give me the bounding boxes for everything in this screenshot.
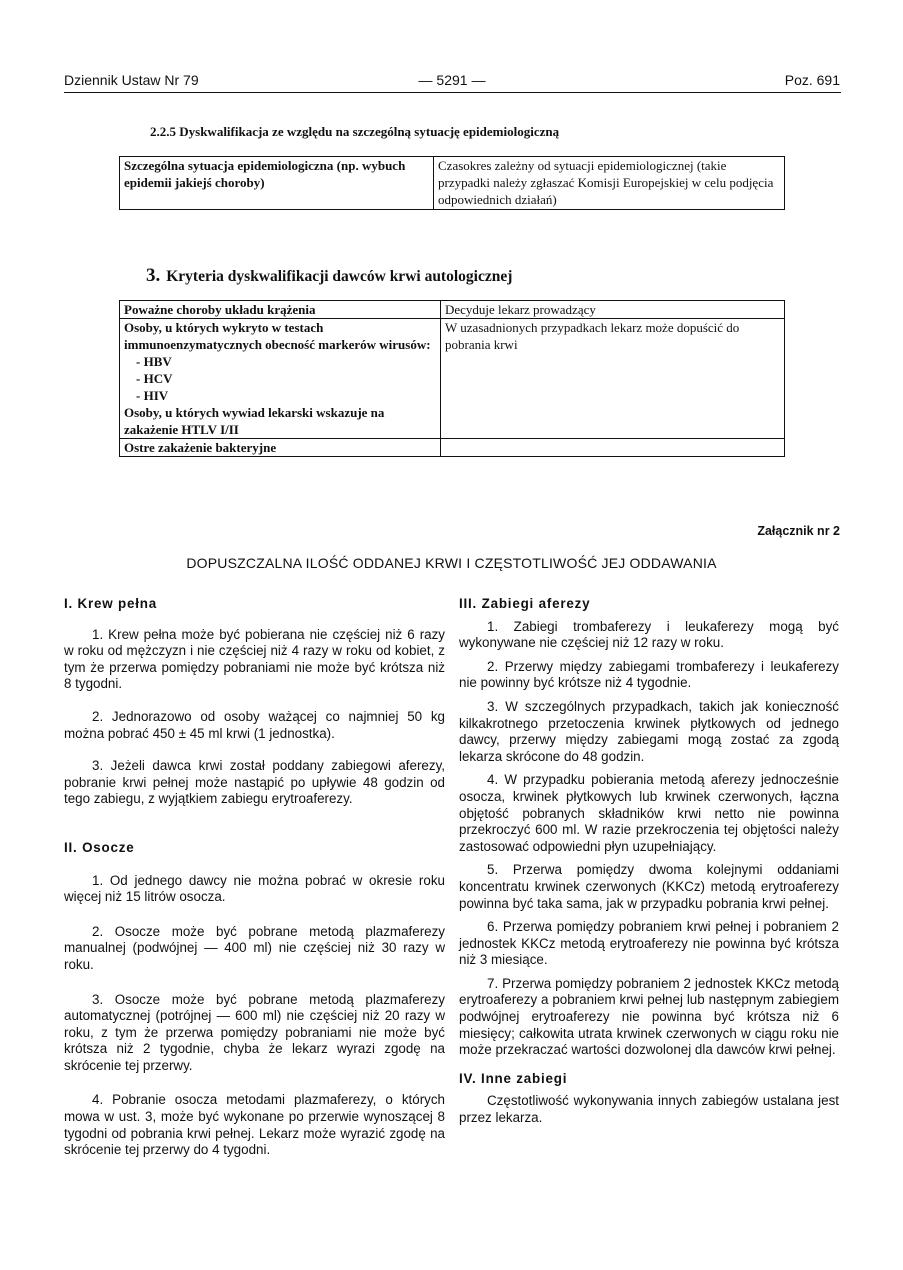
section-225-title: 2.2.5 Dyskwalifikacja ze względu na szczególną sytuację epidemiologiczną bbox=[150, 124, 560, 139]
annex-label: Załącznik nr 2 bbox=[757, 524, 840, 538]
section-heading: I. Krew pełna bbox=[64, 596, 157, 611]
section-heading: II. Osocze bbox=[64, 839, 135, 855]
table-row bbox=[120, 319, 785, 439]
marker-hbv: - HBV bbox=[136, 354, 172, 369]
paragraph: 6. Przerwa pomiędzy pobraniem krwi pełnej i pobraniem 2 jednostek KKCz metodą erytroaferezy nie powinna być krótsza niż 3 miesiące. bbox=[459, 919, 839, 968]
marker-hiv: - HIV bbox=[136, 388, 169, 403]
condition-intro: Osoby, u których wykryto w testach immunoenzymatycznych obecność markerów wirusów: bbox=[124, 320, 431, 352]
table-row bbox=[120, 439, 785, 457]
left-column bbox=[64, 596, 445, 1159]
paragraph: 7. Przerwa pomiędzy pobraniem 2 jednostek KKCz metodą erytroaferezy a pobraniem krwi pełnej lub następnym zabiegiem podwójnej erytroaferezy nie powinna być krótsza niż 6 miesięcy; całkowita utrata krwinek czerwonych w ciągu roku nie może przekraczać wartości dozwolonej dla dawców krwi pełnej. bbox=[459, 975, 839, 1058]
table-row bbox=[120, 301, 785, 319]
paragraph: 2. Osocze może być pobrane metodą plazmaferezy manualnej (podwójnej — 400 ml) nie częściej niż 30 razy w roku. bbox=[64, 923, 445, 972]
paragraph: 3. Osocze może być pobrane metodą plazmaferezy automatycznej (potrójnej — 600 ml) nie częściej niż 20 razy w roku, z tym że przerwa pomiędzy pobraniami nie może być krótsza niż 2 tygodnie, chyba że lekarz wyrazi zgodę na skrócenie tej przerwy. bbox=[64, 991, 445, 1073]
section-3-text: Kryteria dyskwalifikacji dawców krwi autologicznej bbox=[166, 268, 513, 285]
paragraph: 3. W szczególnych przypadkach, takich jak konieczność kilkakrotnego przetoczenia krwinek płytkowych od jednego dawcy, przerwy między zabiegami mogą zostać za zgodą lekarza skrócone do 48 godzin. bbox=[459, 698, 839, 764]
paragraph: 1. Zabiegi trombaferezy i leukaferezy mogą być wykonywane nie częściej niż 12 razy w roku. bbox=[459, 618, 839, 651]
right-column bbox=[459, 596, 839, 1127]
section-3-title bbox=[146, 265, 512, 287]
page-number: — 5291 — bbox=[418, 72, 486, 88]
paragraph: 2. Przerwy między zabiegami trombaferezy i leukaferezy nie powinny być krótsze niż 4 tygodnie. bbox=[459, 658, 839, 691]
marker-hcv: - HCV bbox=[136, 371, 173, 386]
decision-cell: W uzasadnionych przypadkach lekarz może dopuścić do pobrania krwi bbox=[441, 319, 785, 439]
paragraph: Częstotliwość wykonywania innych zabiegów ustalana jest przez lekarza. bbox=[459, 1093, 839, 1126]
paragraph: 2. Jednorazowo od osoby ważącej co najmniej 50 kg można pobrać 450 ± 45 ml krwi (1 jednostka). bbox=[64, 708, 445, 741]
journal-name: Dziennik Ustaw Nr 79 bbox=[64, 72, 199, 88]
period-cell: Czasokres zależny od sytuacji epidemiologicznej (takie przypadki należy zgłaszać Komisji Europejskiej w celu podjęcia odpowiednich działań) bbox=[434, 157, 785, 210]
section-heading: IV. Inne zabiegi bbox=[459, 1070, 568, 1086]
annex-title: DOPUSZCZALNA ILOŚĆ ODDANEJ KRWI I CZĘSTOTLIWOŚĆ JEJ ODDAWANIA bbox=[186, 555, 717, 571]
section-3-number: 3. bbox=[146, 265, 161, 286]
condition-cell: Ostre zakażenie bakteryjne bbox=[120, 439, 441, 457]
paragraph: 5. Przerwa pomiędzy dwoma kolejnymi oddaniami koncentratu krwinek czerwonych (KKCz) metodą erytroaferezy powinna być taka sama, jak w przypadku pobrania krwi pełnej. bbox=[459, 862, 839, 911]
section-heading: III. Zabiegi aferezy bbox=[459, 596, 591, 611]
condition-extra: Osoby, u których wywiad lekarski wskazuje na zakażenie HTLV I/II bbox=[124, 405, 385, 437]
position-number: Poz. 691 bbox=[784, 72, 840, 88]
paragraph: 1. Od jednego dawcy nie można pobrać w okresie roku więcej niż 15 litrów osocza. bbox=[64, 872, 445, 905]
table-row bbox=[120, 157, 785, 210]
autologous-table bbox=[119, 300, 785, 457]
header-rule bbox=[64, 92, 841, 93]
condition-cell: Poważne choroby układu krążenia bbox=[120, 301, 441, 319]
epidemiological-table bbox=[119, 156, 785, 210]
decision-cell bbox=[441, 439, 785, 457]
paragraph: 3. Jeżeli dawca krwi został poddany zabiegowi aferezy, pobranie krwi pełnej może nastąpić po upływie 48 godzin od tego zabiegu, z wyjątkiem zabiegu erytroaferezy. bbox=[64, 758, 445, 807]
paragraph: 1. Krew pełna może być pobierana nie częściej niż 6 razy w roku od mężczyzn i nie częściej niż 4 razy w roku od kobiet, z tym że przerwa pomiędzy pobraniami nie może być krótsza niż 8 tygodni. bbox=[64, 626, 445, 692]
condition-cell bbox=[120, 319, 441, 439]
decision-cell: Decyduje lekarz prowadzący bbox=[441, 301, 785, 319]
running-header bbox=[64, 72, 840, 92]
paragraph: 4. Pobranie osocza metodami plazmaferezy, o których mowa w ust. 3, może być wykonane po przerwie wynoszącej 8 tygodni od pobrania krwi pełnej. Lekarz może wyrazić zgodę na skrócenie tej przerwy do 4 tygodni. bbox=[64, 1092, 445, 1158]
condition-cell: Szczególna sytuacja epidemiologiczna (np. wybuch epidemii jakiejś choroby) bbox=[120, 157, 434, 210]
paragraph: 4. W przypadku pobierania metodą aferezy jednocześnie osocza, krwinek płytkowych lub krwinek czerwonych, łączna objętość pobranych składników krwi netto nie powinna przekroczyć 600 ml. W razie przekroczenia tej objętości należy zastosować odpowiedni płyn uzupełniający. bbox=[459, 772, 839, 854]
